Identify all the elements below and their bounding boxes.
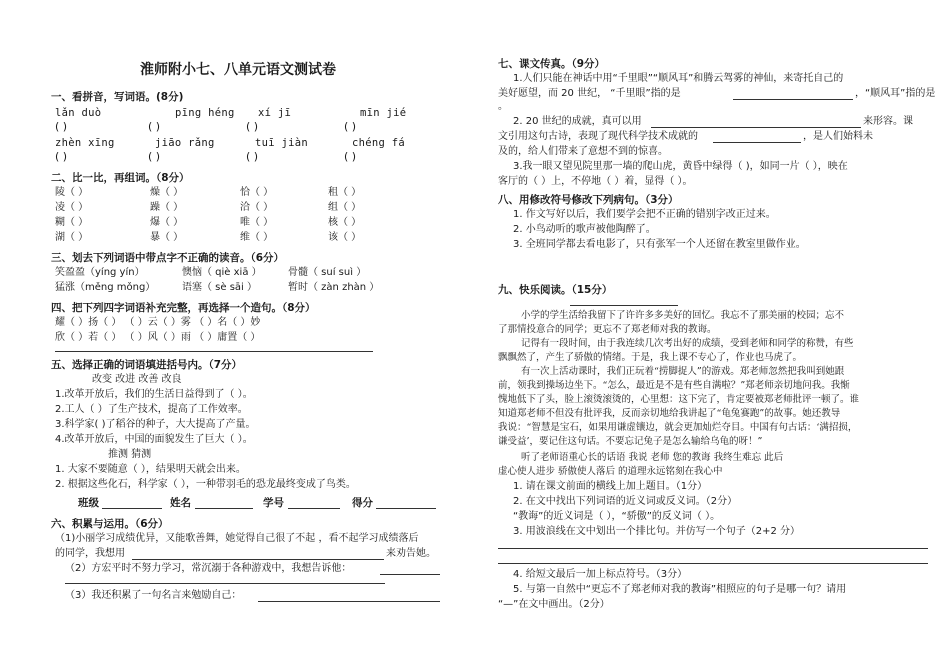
section-5-heading: 五、选择正确的词语填进括号内。（7分） [51,359,243,371]
text-line: 及的，给人们带来了意想不到的惊喜。 [498,146,668,157]
answer-box-6[interactable]: ( ) [148,150,161,163]
passage-line: 小学的学生活给我留下了许许多多美好的回忆。我忘不了那美丽的校园；忘不 [521,310,845,321]
answer-box-1[interactable]: ( ) [55,120,68,133]
answer-line[interactable] [713,142,801,143]
compare-cell: 躁（ ） [150,202,184,213]
sick-sentence: 3. 全班同学都去看电影了，只有张军一个人还留在教室里做作业。 [513,239,806,250]
compare-cell: 该（ ） [328,232,362,243]
reading-question: 3. 用波浪线在文中划出一个排比句。并仿写一个句子（2+2 分） [513,526,801,537]
compare-cell: 糊（ ） [55,217,89,228]
class-field[interactable] [102,508,162,509]
text-line: 3.我一眼又望见院里那一墙的爬山虎，黄昏中绿得（ )，如同一片（ ），映在 [513,161,848,172]
text-line: 文引用这句古诗，表现了现代科学技术成就的 [498,131,698,142]
answer-line[interactable] [498,563,928,564]
text-line: 来形容。课 [863,116,913,127]
answer-line[interactable] [132,559,384,560]
answer-box-4[interactable]: ( ) [344,120,357,133]
pinyin-2: pīng héng [175,107,235,119]
answer-line[interactable] [65,583,385,584]
compare-cell: 恰（ ） [240,187,274,198]
right-column [475,0,950,671]
fill-question: 1. 大家不要随意（ ），结果明天就会出来。 [55,464,246,475]
passage-title-line[interactable] [570,305,678,306]
score-label: 得分 [352,497,373,509]
sentence-answer-line[interactable] [55,351,373,352]
section-9-heading: 九、快乐阅读。（15分） [498,284,613,296]
text-line: ，“顺风耳”指的是 [855,88,936,99]
reading-question: 4. 给短文最后一加上标点符号。（3分） [513,569,688,580]
reading-question: 2. 在文中找出下列词语的近义词或反义词。（2分） [513,496,738,507]
passage-line: 愧地低下了头，脸上滚烫滚烫的，心里想：这下完了，肯定要被郑老师批评一顿了。谁 [498,394,860,405]
reading-question: “—”在文中画出。（2分） [498,599,610,610]
text-line: ，是人们始料未 [803,131,873,142]
sick-sentence: 2. 小鸟动听的歌声被他陶醉了。 [513,224,656,235]
accumulate-q2: （2）方宏平时不努力学习，常沉溺于各种游戏中，我想告诉他： [65,563,352,574]
idiom-row-2: 欣（ ）若（ ） （ ）风（ ）雨 （ ）庸置（ ） [55,332,261,343]
passage-line: 前，领我到操场边坐下。“怎么，最近是不是有些自满啦？”郑老师亲切地问我。我惭 [498,380,850,391]
word-choices-1: 改变 改进 改善 改良 [92,374,182,385]
passage-line: 记得有一段时间，由于我连续几次考出好的成绩，受到老师和同学的称赞，有些 [521,338,854,349]
compare-cell: 陵（ ） [55,187,89,198]
answer-box-2[interactable]: ( ) [148,120,161,133]
compare-cell: 维（ ） [240,232,274,243]
passage-line: 了那情投意合的同学；更忘不了郑老师对我的教诲。 [498,324,717,335]
compare-cell: 租（ ） [328,187,362,198]
fill-question: 3.科学家( )了稻谷的种子，大大提高了产量。 [55,419,256,430]
compare-cell: 核（ ） [328,217,362,228]
reading-item: 语塞（ sè sāi ） [182,282,258,293]
compare-cell: 暴（ ） [150,232,184,243]
passage-line: 谦受益’，要记住这句话。不要忘记兔子是怎么输给乌龟的呀！” [498,436,763,447]
reading-item: 懊恼（ qiè xiā ） [182,267,262,278]
class-label: 班级 [78,497,99,509]
passage-line: 虚心使人进步 骄傲使人落后 的道理永远铭刻在我心中 [498,466,723,477]
idiom-row-1: 耀（ ）扬（ ） （ ）云（ ）雾 （ ）名（ ）妙 [55,317,261,328]
text-line: 美好愿望，而 20 世纪， “千里眼”指的是 [498,88,681,99]
fill-question: 2. 根据这些化石，科学家（ ），一种带羽毛的恐龙最终变成了鸟类。 [55,479,356,490]
reading-question: 1. 请在课文前面的横线上加上题目。（1分） [513,481,708,492]
compare-cell: 组（ ） [328,202,362,213]
pinyin-5: zhèn xīng [55,137,115,149]
section-2-heading: 二、比一比，再组词。（8分） [51,172,190,184]
compare-cell: 凌（ ） [55,202,89,213]
text-line: 2. 20 世纪的成就，真可以用 [513,116,642,127]
accumulate-q1-cont: 的同学，我想用 [55,548,125,559]
answer-box-8[interactable]: ( ) [344,150,357,163]
compare-cell: 唯（ ） [240,217,274,228]
reading-item: 暂时（ zàn zhàn ） [288,282,380,293]
passage-line: 听了老师语重心长的话语 我说 老师 您的教诲 我终生难忘 此后 [521,452,784,463]
name-label: 姓名 [170,497,191,509]
passage-line: 有一次上活动课时，我们正玩着“捞脚捉人”的游戏。郑老师忽然把我叫到她跟 [521,366,845,377]
reading-question: 5. 与第一自然中“更忘不了郑老师对我的教诲”相照应的句子是哪一句？请用 [513,584,847,595]
answer-line[interactable] [258,601,440,602]
passage-line: 飘飘然了，产生了骄傲的情绪。于是，我上课不专心了，作业也马虎了。 [498,352,803,363]
passage-line: 知道郑老师不但没有批评我，反而亲切地给我讲起了“龟兔赛跑”的故事。她还教导 [498,408,841,419]
text-line: 。 [498,101,508,112]
text-line: 1.人们只能在神话中用“千里眼”“顺风耳”和腾云驾雾的神仙，来寄托自己的 [513,73,844,84]
compare-cell: 湖（ ） [55,232,89,243]
section-8-heading: 八、用修改符号修改下列病句。（3分） [498,194,679,206]
pinyin-8: chéng fá [352,137,405,149]
passage-line: 我说：“智慧是宝石，如果用谦虚镶边，就会更加灿烂夺目。中国有句古话：‘满招损， [498,422,858,433]
student-id-field[interactable] [288,508,340,509]
student-id-label: 学号 [263,497,284,509]
name-field[interactable] [195,508,253,509]
fill-question: 2.工人（ ）了生产技术，提高了工作效率。 [55,404,248,415]
answer-box-3[interactable]: ( ) [246,120,259,133]
answer-line[interactable] [498,548,928,549]
reading-item: 骨髓（ suí suì ） [288,267,367,278]
score-field[interactable] [376,508,436,509]
section-1-heading: 一、看拼音，写词语。(8分) [51,91,184,103]
answer-box-5[interactable]: ( ) [55,150,68,163]
accumulate-q1: （1)小丽学习成绩优异，又能歌善舞，她觉得自己很了不起 ，看不起学习成绩落后 [55,533,419,544]
pinyin-1: lǎn duò [55,107,102,119]
section-6-heading: 六、积累与运用。（6分） [51,518,169,530]
reading-item: 笑盈盈（yíng yín） [55,267,145,278]
pinyin-4: mīn jié [360,107,407,119]
reading-item: 猛涨（měng mǒng） [55,282,156,293]
compare-cell: 爆（ ） [150,217,184,228]
answer-line[interactable] [651,127,861,128]
compare-cell: 燥（ ） [150,187,184,198]
answer-line[interactable] [380,574,440,575]
text-line: 客厅的（ ）上，不停地（ ）着，显得（ ）。 [498,176,693,187]
pinyin-3: xí jī [258,107,292,119]
reading-question: “教诲”的近义词是（ ），“骄傲”的反义词（ ）。 [513,511,721,522]
accumulate-q3: （3）我还积累了一句名言来勉励自己： [65,590,242,601]
section-7-heading: 七、课文传真。（9分） [498,58,606,70]
page-title: 淮师附小七、八单元语文测试卷 [140,62,336,78]
fill-question: 4.改革开放后，中国的面貌发生了巨大（ ）。 [55,434,253,445]
section-3-heading: 三、划去下列词语中带点字不正确的读音。（6分） [51,252,285,264]
pinyin-6: jiāo rǎng [155,137,215,149]
compare-cell: 洽（ ） [240,202,274,213]
answer-line[interactable] [733,99,853,100]
fill-question: 1.改革开放后，我们的生活日益得到了（ ）。 [55,389,253,400]
section-4-heading: 四、把下列四字词语补充完整，再选择一个造句。（8分） [51,302,316,314]
accumulate-q1-end: 来劝告她。 [386,548,436,559]
answer-box-7[interactable]: ( ) [246,150,259,163]
word-choices-2: 推测 猜测 [108,449,152,460]
sick-sentence: 1. 作文写好以后，我们要学会把不正确的错别字改正过来。 [513,209,776,220]
pinyin-7: tuī jiàn [255,137,308,149]
